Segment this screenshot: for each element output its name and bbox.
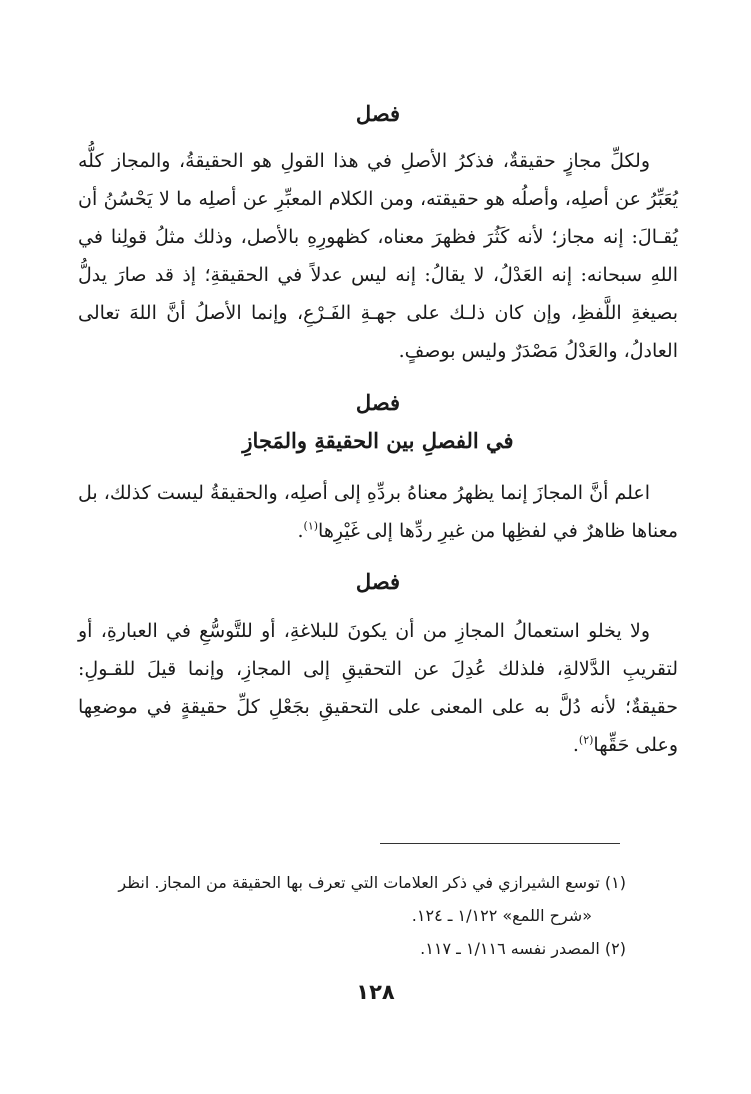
footnote-1 xyxy=(78,866,626,932)
footnote-ref-1[interactable]: (١) xyxy=(303,519,319,533)
section-3-paragraph xyxy=(78,612,678,764)
section-3-end: . xyxy=(572,734,579,756)
footnote-2-marker: (٢) xyxy=(604,939,626,958)
section-1-paragraph xyxy=(78,142,678,370)
section-3-heading: فصل xyxy=(355,569,401,594)
footnote-1-line2: «شرح اللمع» ١/١٢٢ ـ ١٢٤. xyxy=(411,906,592,925)
section-1 xyxy=(78,96,678,370)
footnote-1-line1: توسع الشيرازي في ذكر العلامات التي تعرف بها الحقيقة من المجاز. انظر xyxy=(118,873,600,892)
footnote-ref-2[interactable]: (٢) xyxy=(578,733,594,747)
footnotes xyxy=(78,866,626,965)
section-1-text: ولكلِّ مجازٍ حقيقةٌ، فذكرُ الأصلِ في هذا القولِ هو الحقيقةُ، والمجاز كلُّه يُعَبِّرُ عن أصلِه، وأصلُه هو حقيقته، ومن الكلام المعبِّرِ عن أصلِه ما لا يَحْسُنُ أن يُقـالَ: إنه مجاز؛ لأنه كَثُرَ فظهرَ معناه، كظهورِهِ بالأصل، وذلك مثلُ قولِنا في اللهِ سبحانه: إنه العَدْلُ، لا يقالُ: إنه ليس عدلاً في الحقيقةِ؛ إذ قد صارَ يدلُّ بصيغةِ اللَّفظِ، وإن كان ذلـك على جهـةِ الفَـرْعِ، وإنما الأصلُ أنَّ اللهَ تعالى العادلُ، والعَدْلُ مَصْدَرٌ وليس بوصفٍ. xyxy=(78,150,678,362)
footnote-divider xyxy=(380,843,620,844)
section-1-heading: فصل xyxy=(355,101,401,126)
section-2-subheading: في الفصلِ بين الحقيقةِ والمَجازِ xyxy=(242,428,514,453)
section-2-heading: فصل xyxy=(355,390,401,415)
footnote-1-marker: (١) xyxy=(604,873,626,892)
section-3-text: ولا يخلو استعمالُ المجازِ من أن يكونَ للبلاغةِ، أو للتَّوسُّعِ في العبارةِ، أو لتقريبِ الدَّلالةِ، فلذلك عُدِلَ عن التحقيقِ إلى المجازِ، وإنما قيلَ للقـولِ: حقيقةٌ؛ لأنه دُلَّ به على المعنى على التحقيقِ بجَعْلِ كلِّ حقيقةٍ في موضعِها وعلى حَقِّها xyxy=(78,620,678,756)
section-2-paragraph xyxy=(78,474,678,550)
section-3 xyxy=(78,564,678,764)
section-2-text: اعلم أنَّ المجازَ إنما يظهرُ معناهُ بردِّهِ إلى أصلِه، والحقيقةُ ليست كذلك، بل معناها ظاهرٌ في لفظِها من غيرِ ردِّها إلى غَيْرِها xyxy=(78,482,678,542)
section-2-end: . xyxy=(297,520,304,542)
footnote-2-line1: المصدر نفسه ١/١١٦ ـ ١١٧. xyxy=(420,939,600,958)
page-body xyxy=(78,96,678,764)
footnote-2 xyxy=(78,932,626,965)
section-2 xyxy=(78,384,678,550)
page-number: ١٢٨ xyxy=(356,980,395,1004)
